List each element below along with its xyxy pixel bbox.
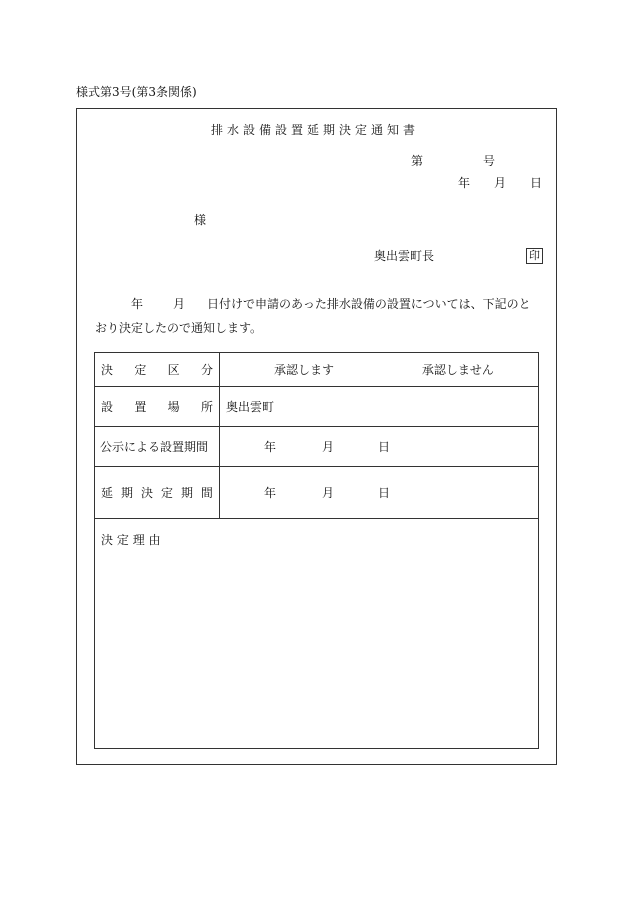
decision-table: [94, 352, 539, 749]
body-year: 年: [131, 297, 144, 311]
seal-label: 印: [526, 248, 543, 264]
label-char: 設: [101, 400, 114, 414]
label-char: 期: [180, 486, 193, 500]
option-approve[interactable]: 承認します: [274, 363, 335, 377]
label-char: 置: [134, 400, 147, 414]
label-char: 定: [160, 486, 173, 500]
label-char: 間: [200, 486, 213, 500]
number-suffix: 号: [483, 154, 496, 168]
public-period-value[interactable]: [220, 427, 539, 467]
sender-name: 奥出雲町長: [374, 249, 435, 263]
extended-period-value[interactable]: [220, 467, 539, 519]
decision-options: [220, 353, 539, 387]
extended-period-label: [95, 467, 220, 519]
label-char: 分: [200, 363, 213, 377]
date-month: 月: [494, 176, 507, 190]
decision-row: [95, 353, 539, 387]
period-year: 年: [264, 486, 277, 500]
reason-row: [95, 519, 539, 749]
period-month: 月: [322, 486, 335, 500]
label-char: 場: [167, 400, 180, 414]
label-char: 理: [132, 533, 145, 547]
label-char: 期: [120, 486, 133, 500]
label-char: 所: [200, 400, 213, 414]
addressee-suffix: 様: [194, 213, 207, 227]
period-year: 年: [264, 440, 277, 454]
decision-label: [95, 353, 220, 387]
location-value[interactable]: 奥出雲町: [220, 387, 539, 427]
extended-period-row: [95, 467, 539, 519]
body-month: 月: [173, 297, 186, 311]
period-month: 月: [322, 440, 335, 454]
label-char: 決: [101, 533, 114, 547]
label-char: 延: [101, 486, 114, 500]
form-number-label: 様式第3号(第3条関係): [76, 85, 197, 99]
period-day: 日: [378, 486, 391, 500]
label-char: 決: [140, 486, 153, 500]
label-char: 決: [101, 363, 114, 377]
label-char: 区: [167, 363, 180, 377]
document-title: 排水設備設置延期決定通知書: [210, 123, 419, 137]
location-row: [95, 387, 539, 427]
label-char: 定: [134, 363, 147, 377]
location-label: [95, 387, 220, 427]
option-deny[interactable]: 承認しません: [421, 363, 494, 377]
reason-label: [101, 531, 185, 548]
seal-mark: [526, 248, 543, 264]
notice-body: [95, 292, 541, 340]
date-day: 日: [530, 176, 543, 190]
label-char: 由: [148, 533, 161, 547]
reason-cell[interactable]: [95, 519, 539, 749]
date-year: 年: [458, 176, 471, 190]
period-day: 日: [378, 440, 391, 454]
label-char: 定: [116, 533, 129, 547]
number-prefix: 第: [411, 154, 424, 168]
public-period-label: 公示による設置期間: [95, 427, 220, 467]
body-text: 日付けで申請のあった排水設備の設置については、下記のとおり決定したので通知します。: [95, 297, 531, 335]
public-period-row: [95, 427, 539, 467]
